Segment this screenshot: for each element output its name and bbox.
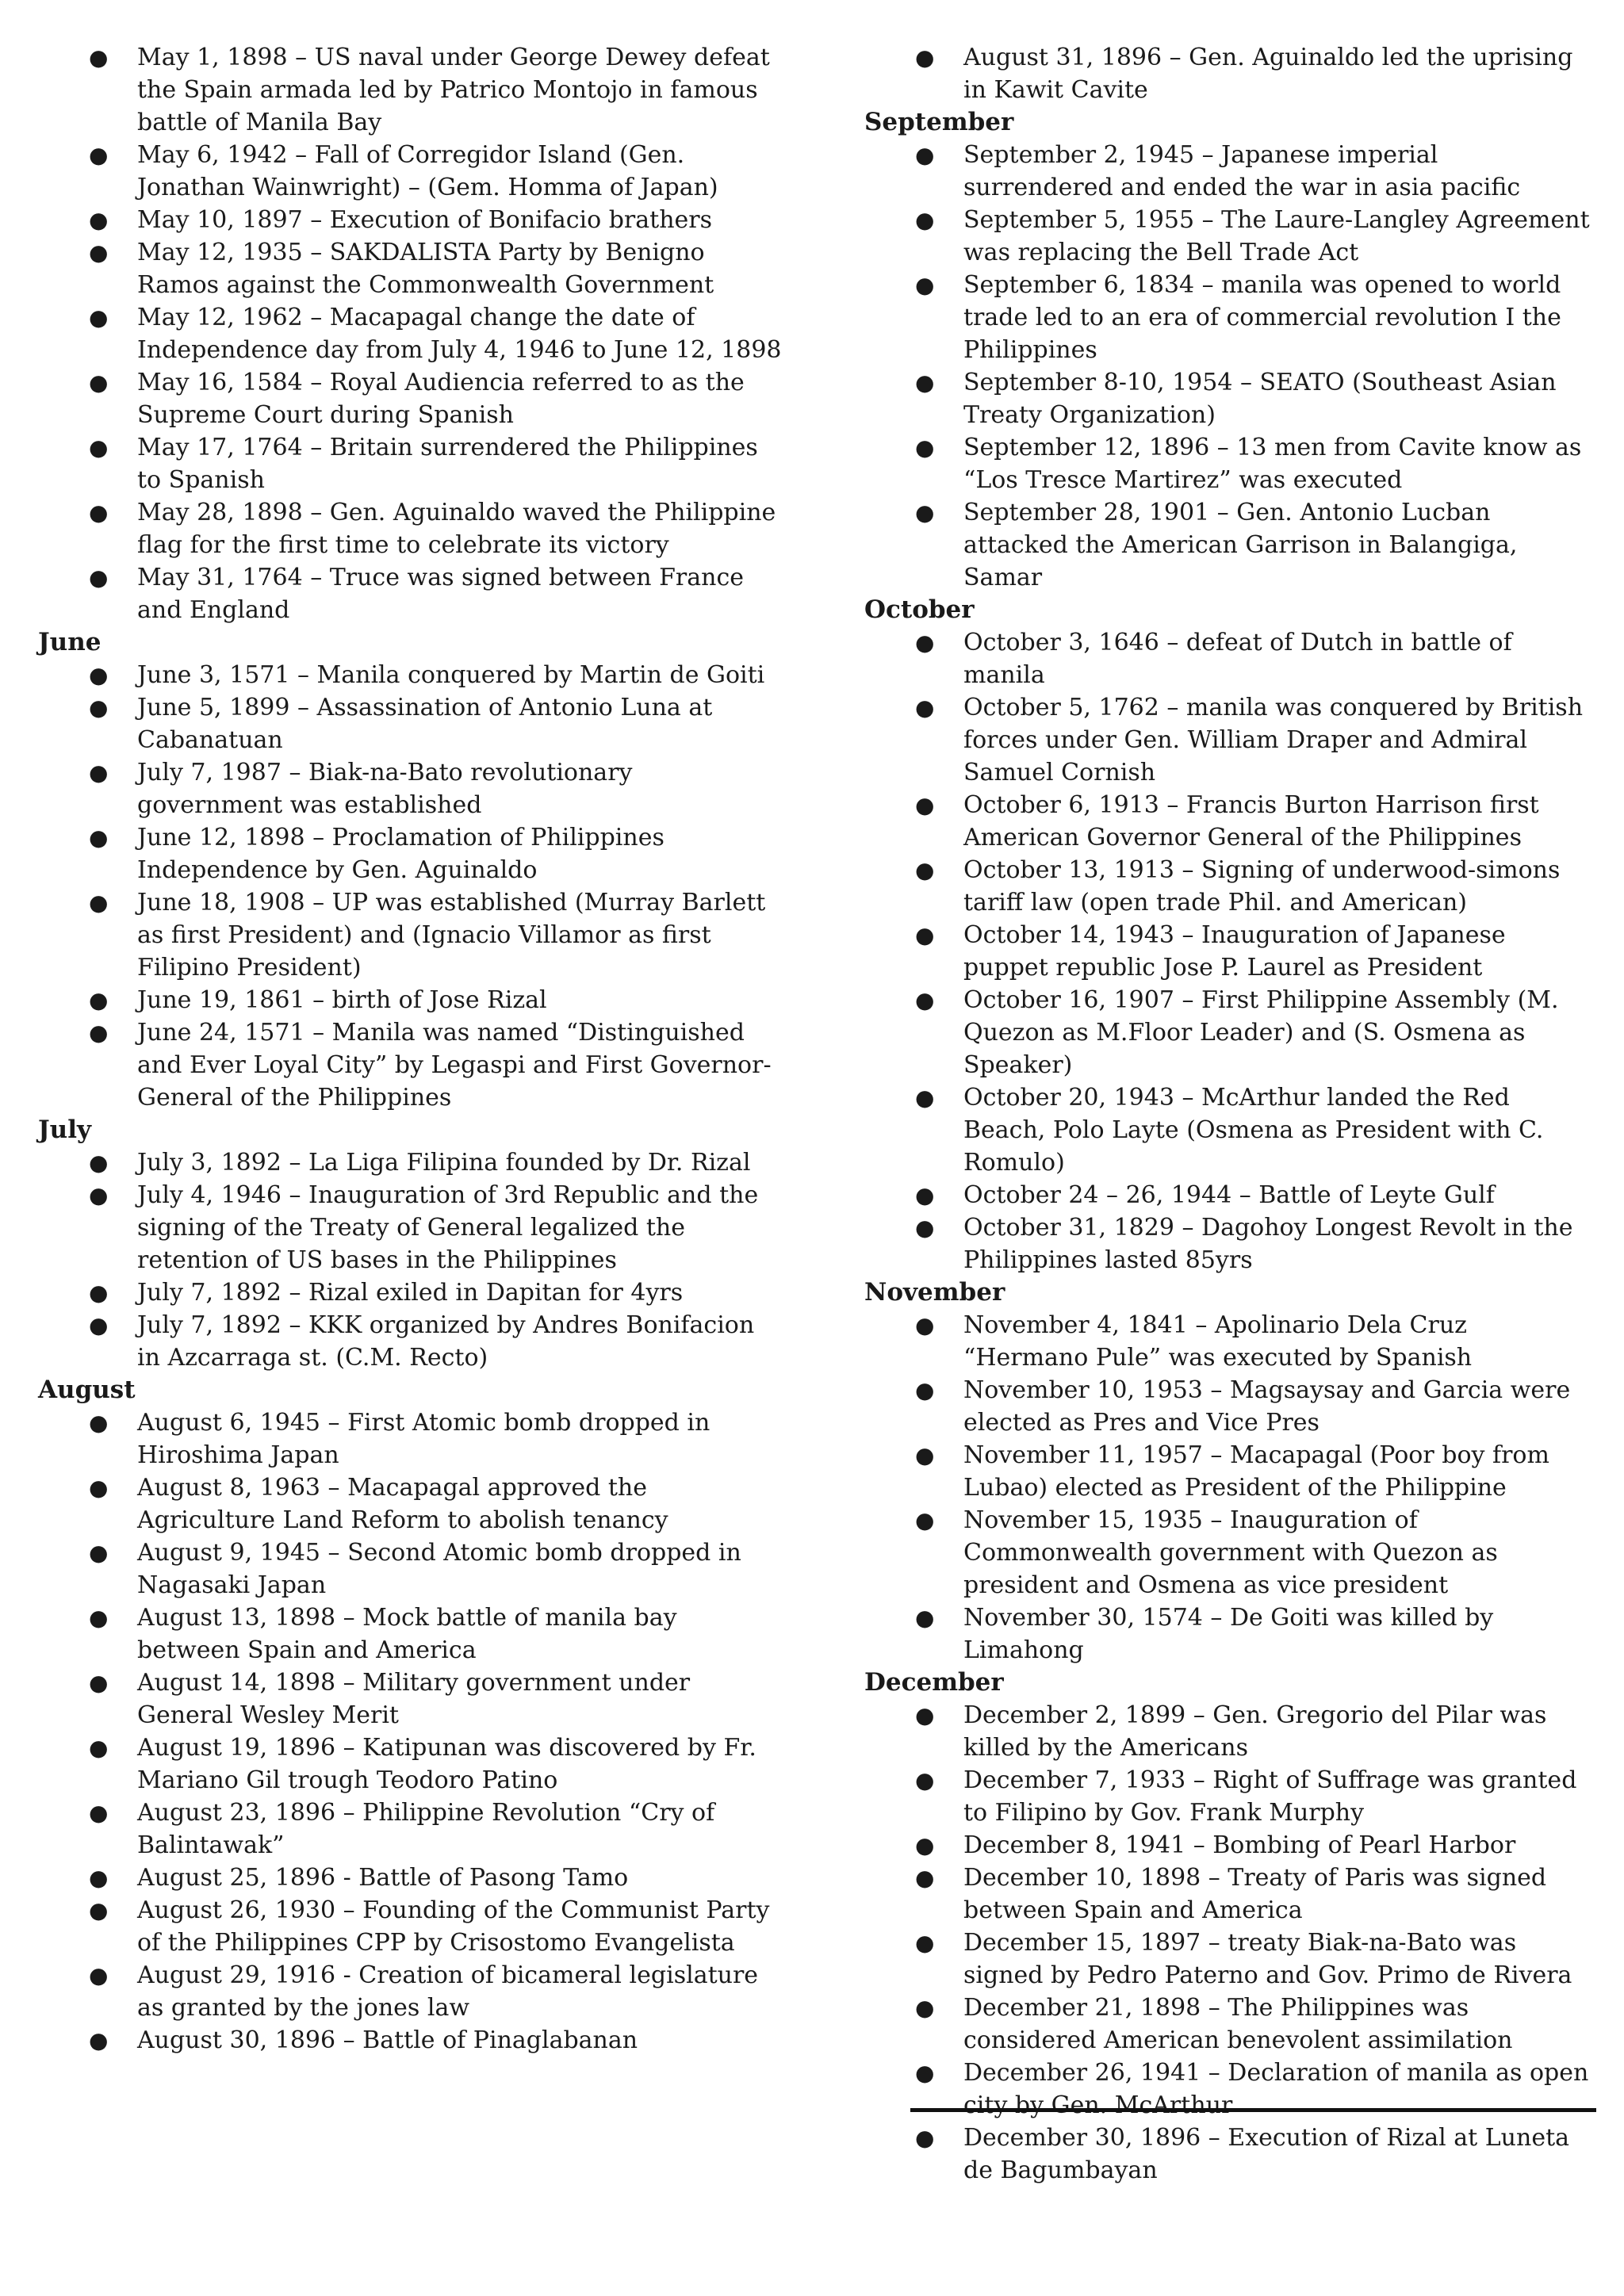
bullet-icon: ● [89, 1280, 109, 1306]
bullet-icon: ● [89, 434, 109, 461]
event-text: August 26, 1930 – Founding of the Communist Party of the Philippines CPP by Crisostomo Evangelista [137, 1896, 770, 1957]
event-item [864, 1374, 1594, 1439]
event-item [864, 1601, 1594, 1667]
event-text: October 16, 1907 – First Philippine Assembly (M. Quezon as M.Floor Leader) and (S. Osmena as Speaker) [963, 986, 1559, 1079]
bullet-icon: ● [915, 922, 935, 948]
bullet-icon: ● [915, 987, 935, 1013]
event-item [38, 204, 783, 236]
bullet-icon: ● [915, 1832, 935, 1858]
month-heading-july: July [38, 1115, 91, 1144]
bullet-icon: ● [89, 1410, 109, 1436]
event-item [38, 1309, 783, 1374]
event-text: December 2, 1899 – Gen. Gregorio del Pilar was killed by the Americans [963, 1701, 1547, 1762]
bullet-icon: ● [89, 207, 109, 233]
event-item [38, 1797, 783, 1862]
event-item [864, 1081, 1594, 1179]
event-item [864, 919, 1594, 984]
event-list [864, 139, 1594, 594]
event-item [38, 41, 783, 139]
bullet-icon: ● [915, 1767, 935, 1793]
event-item [38, 1471, 783, 1536]
bullet-icon: ● [89, 1182, 109, 1208]
event-text: May 28, 1898 – Gen. Aguinaldo waved the Philippine flag for the first time to celebrate its victory [137, 499, 776, 559]
bullet-icon: ● [89, 142, 109, 168]
event-text: September 8-10, 1954 – SEATO (Southeast Asian Treaty Organization) [963, 369, 1557, 429]
event-item [864, 1699, 1594, 1764]
bullet-icon: ● [915, 1930, 935, 1956]
event-text: May 1, 1898 – US naval under George Dewey defeat the Spain armada led by Patrico Montojo in famous battle of Manila Bay [137, 44, 770, 136]
event-item [38, 1536, 783, 1601]
bullet-icon: ● [915, 44, 935, 71]
event-item [38, 2024, 783, 2057]
event-text: August 9, 1945 – Second Atomic bomb dropped in Nagasaki Japan [137, 1539, 741, 1599]
event-list [864, 41, 1594, 106]
event-item [864, 1764, 1594, 1829]
event-list [38, 1146, 783, 1374]
event-item [38, 1601, 783, 1667]
event-text: September 2, 1945 – Japanese imperial surrendered and ended the war in asia pacific [963, 141, 1521, 201]
event-text: December 7, 1933 – Right of Suffrage was granted to Filipino by Gov. Frank Murphy [963, 1766, 1577, 1827]
bullet-icon: ● [915, 2060, 935, 2086]
bullet-icon: ● [89, 1962, 109, 1988]
month-heading-october: October [864, 595, 975, 624]
event-item [38, 1862, 783, 1894]
event-text: November 15, 1935 – Inauguration of Commonwealth government with Quezon as president and Osmena as vice president [963, 1506, 1498, 1599]
event-item [864, 1211, 1594, 1276]
bullet-icon: ● [915, 1442, 935, 1468]
event-item [864, 431, 1594, 496]
month-heading-june: June [38, 628, 102, 656]
bullet-icon: ● [915, 857, 935, 883]
event-item [38, 1276, 783, 1309]
event-item [38, 496, 783, 561]
event-text: December 26, 1941 – Declaration of manila as open city by Gen. McArthur [963, 2059, 1589, 2119]
event-item [38, 886, 783, 984]
event-text: July 7, 1892 – KKK organized by Andres Bonifacion in Azcarraga st. (C.M. Recto) [137, 1311, 755, 1372]
event-item [38, 139, 783, 204]
event-text: October 3, 1646 – defeat of Dutch in battle of manila [963, 629, 1512, 689]
bullet-icon: ● [915, 2125, 935, 2151]
bullet-icon: ● [915, 1995, 935, 2021]
event-item [864, 1829, 1594, 1862]
bullet-icon: ● [89, 304, 109, 331]
bullet-icon: ● [89, 760, 109, 786]
event-text: August 25, 1896 - Battle of Pasong Tamo [137, 1864, 629, 1892]
event-text: September 12, 1896 – 13 men from Cavite know as “Los Tresce Martirez” was executed [963, 434, 1582, 494]
bullet-icon: ● [915, 369, 935, 396]
bullet-icon: ● [89, 1540, 109, 1566]
event-text: August 14, 1898 – Military government under General Wesley Merit [137, 1669, 691, 1729]
event-item [38, 659, 783, 691]
event-item [864, 496, 1594, 594]
event-item [864, 1504, 1594, 1601]
event-item [38, 366, 783, 431]
event-text: May 16, 1584 – Royal Audiencia referred to as the Supreme Court during Spanish [137, 369, 745, 429]
event-text: December 21, 1898 – The Philippines was considered American benevolent assimilation [963, 1994, 1513, 2054]
month-heading-september: September [864, 108, 1014, 136]
bullet-icon: ● [915, 1215, 935, 1241]
event-text: October 20, 1943 – McArthur landed the Red Beach, Polo Layte (Osmena as President with C. Romulo) [963, 1084, 1544, 1177]
event-text: November 30, 1574 – De Goiti was killed by Limahong [963, 1604, 1494, 1664]
event-text: December 10, 1898 – Treaty of Paris was signed between Spain and America [963, 1864, 1547, 1924]
event-item [38, 691, 783, 756]
bullet-icon: ● [89, 1865, 109, 1891]
event-text: June 18, 1908 – UP was established (Murray Barlett as first President) and (Ignacio Villamor as first Filipino President) [137, 889, 766, 982]
event-text: November 11, 1957 – Macapagal (Poor boy from Lubao) elected as President of the Philippine [963, 1441, 1549, 1502]
event-text: August 13, 1898 – Mock battle of manila bay between Spain and America [137, 1604, 677, 1664]
event-text: May 10, 1897 – Execution of Bonifacio brathers [137, 206, 713, 234]
event-item [864, 691, 1594, 789]
event-text: May 31, 1764 – Truce was signed between France and England [137, 564, 744, 624]
event-item [38, 1406, 783, 1471]
event-list [864, 1309, 1594, 1667]
event-list [38, 659, 783, 1114]
event-text: August 30, 1896 – Battle of Pinaglabanan [137, 2026, 638, 2054]
event-item [864, 789, 1594, 854]
bullet-icon: ● [915, 207, 935, 233]
event-item [38, 1732, 783, 1797]
event-text: November 4, 1841 – Apolinario Dela Cruz “Hermano Pule” was executed by Spanish [963, 1311, 1473, 1372]
event-item [864, 1439, 1594, 1504]
event-text: May 12, 1935 – SAKDALISTA Party by Benigno Ramos against the Commonwealth Government [137, 239, 714, 299]
event-text: June 24, 1571 – Manila was named “Distinguished and Ever Loyal City” by Legaspi and First Governor-General of the Philippines [137, 1019, 772, 1112]
bullet-icon: ● [915, 629, 935, 656]
event-item [864, 139, 1594, 204]
event-text: October 31, 1829 – Dagohoy Longest Revolt in the Philippines lasted 85yrs [963, 1214, 1573, 1274]
event-item [864, 1179, 1594, 1211]
event-text: July 4, 1946 – Inauguration of 3rd Republic and the signing of the Treaty of General legalized the retention of US bases in the Philippines [137, 1181, 759, 1274]
event-text: September 5, 1955 – The Laure-Langley Agreement was replacing the Bell Trade Act [963, 206, 1590, 266]
event-text: June 19, 1861 – birth of Jose Rizal [137, 986, 547, 1014]
event-item [864, 854, 1594, 919]
bullet-icon: ● [89, 499, 109, 526]
bullet-icon: ● [915, 792, 935, 818]
bullet-icon: ● [89, 695, 109, 721]
bullet-icon: ● [89, 1150, 109, 1176]
bullet-icon: ● [89, 1670, 109, 1696]
event-item [38, 561, 783, 626]
bullet-icon: ● [915, 1507, 935, 1533]
left-column [38, 41, 783, 2057]
event-text: May 17, 1764 – Britain surrendered the Philippines to Spanish [137, 434, 758, 494]
bullet-icon: ● [89, 369, 109, 396]
event-item [38, 1894, 783, 1959]
bullet-icon: ● [89, 662, 109, 688]
event-text: August 23, 1896 – Philippine Revolution “Cry of Balintawak” [137, 1799, 715, 1859]
event-text: October 6, 1913 – Francis Burton Harrison first American Governor General of the Philippines [963, 791, 1539, 851]
event-item [38, 984, 783, 1016]
bullet-icon: ● [89, 987, 109, 1013]
event-text: June 12, 1898 – Proclamation of Philippines Independence by Gen. Aguinaldo [137, 824, 665, 884]
event-item [864, 269, 1594, 366]
event-item [38, 1146, 783, 1179]
bullet-icon: ● [915, 1085, 935, 1111]
event-text: September 28, 1901 – Gen. Antonio Lucban attacked the American Garrison in Balangiga, Samar [963, 499, 1518, 591]
event-text: August 8, 1963 – Macapagal approved the Agriculture Land Reform to abolish tenancy [137, 1474, 668, 1534]
event-item [38, 431, 783, 496]
bullet-icon: ● [915, 1865, 935, 1891]
bullet-icon: ● [89, 890, 109, 916]
bullet-icon: ● [915, 1182, 935, 1208]
event-item [38, 1959, 783, 2024]
event-text: August 19, 1896 – Katipunan was discovered by Fr. Mariano Gil trough Teodoro Patino [137, 1734, 756, 1794]
event-item [864, 2122, 1594, 2187]
month-heading-december: December [864, 1668, 1004, 1697]
bullet-icon: ● [915, 695, 935, 721]
event-item [864, 1992, 1594, 2057]
event-text: May 12, 1962 – Macapagal change the date of Independence day from July 4, 1946 to June 12, 1898 [137, 304, 782, 364]
bullet-icon: ● [915, 1605, 935, 1631]
event-item [38, 756, 783, 821]
bullet-icon: ● [915, 1312, 935, 1338]
bullet-icon: ● [915, 272, 935, 298]
bullet-icon: ● [915, 1702, 935, 1728]
event-item [864, 1309, 1594, 1374]
event-text: December 15, 1897 – treaty Biak-na-Bato was signed by Pedro Paterno and Gov. Primo de Rivera [963, 1929, 1572, 1989]
bullet-icon: ● [89, 2027, 109, 2053]
month-heading-november: November [864, 1278, 1005, 1307]
bullet-icon: ● [89, 239, 109, 266]
event-item [38, 1667, 783, 1732]
bullet-icon: ● [89, 44, 109, 71]
event-text: June 5, 1899 – Assassination of Antonio Luna at Cabanatuan [137, 694, 713, 754]
event-text: October 5, 1762 – manila was conquered by British forces under Gen. William Draper and Admiral Samuel Cornish [963, 694, 1584, 786]
event-text: May 6, 1942 – Fall of Corregidor Island (Gen. Jonathan Wainwright) – (Gem. Homma of Japan) [137, 141, 718, 201]
bullet-icon: ● [89, 1312, 109, 1338]
bullet-icon: ● [89, 1800, 109, 1826]
event-item [864, 626, 1594, 691]
bullet-icon: ● [89, 1020, 109, 1046]
event-text: September 6, 1834 – manila was opened to world trade led to an era of commercial revolution I the Philippines [963, 271, 1561, 364]
event-text: July 7, 1892 – Rizal exiled in Dapitan for 4yrs [137, 1279, 684, 1307]
event-text: July 7, 1987 – Biak-na-Bato revolutionary government was established [137, 759, 633, 819]
event-item [38, 236, 783, 301]
right-column [864, 41, 1594, 2187]
event-item [864, 1927, 1594, 1992]
event-item [38, 821, 783, 886]
event-text: August 6, 1945 – First Atomic bomb dropped in Hiroshima Japan [137, 1409, 710, 1469]
bullet-icon: ● [89, 1897, 109, 1923]
event-list [864, 1699, 1594, 2187]
bullet-icon: ● [915, 499, 935, 526]
event-item [864, 1862, 1594, 1927]
bullet-icon: ● [89, 564, 109, 591]
event-item [864, 984, 1594, 1081]
event-item [864, 204, 1594, 269]
event-text: October 14, 1943 – Inauguration of Japanese puppet republic Jose P. Laurel as President [963, 921, 1506, 982]
event-list [38, 41, 783, 626]
event-text: August 29, 1916 - Creation of bicameral legislature as granted by the jones law [137, 1961, 759, 2022]
end-rule [910, 2108, 1596, 2112]
bullet-icon: ● [915, 434, 935, 461]
event-item [38, 301, 783, 366]
bullet-icon: ● [915, 1377, 935, 1403]
event-text: October 24 – 26, 1944 – Battle of Leyte Gulf [963, 1181, 1495, 1209]
event-text: October 13, 1913 – Signing of underwood-simons tariff law (open trade Phil. and American) [963, 856, 1561, 916]
event-list [38, 1406, 783, 2057]
event-text: December 30, 1896 – Execution of Rizal at Luneta de Bagumbayan [963, 2124, 1570, 2184]
month-heading-august: August [38, 1376, 136, 1404]
event-text: December 8, 1941 – Bombing of Pearl Harbor [963, 1831, 1516, 1859]
event-text: June 3, 1571 – Manila conquered by Martin de Goiti [137, 661, 765, 689]
event-item [864, 366, 1594, 431]
event-item [864, 41, 1594, 106]
event-text: August 31, 1896 – Gen. Aguinaldo led the uprising in Kawit Cavite [963, 44, 1573, 104]
event-item [38, 1179, 783, 1276]
bullet-icon: ● [89, 1475, 109, 1501]
bullet-icon: ● [89, 1605, 109, 1631]
bullet-icon: ● [89, 1735, 109, 1761]
event-list [864, 626, 1594, 1276]
event-item [38, 1016, 783, 1114]
bullet-icon: ● [89, 825, 109, 851]
bullet-icon: ● [915, 142, 935, 168]
event-text: July 3, 1892 – La Liga Filipina founded by Dr. Rizal [137, 1149, 751, 1177]
event-text: November 10, 1953 – Magsaysay and Garcia were elected as Pres and Vice Pres [963, 1376, 1571, 1437]
